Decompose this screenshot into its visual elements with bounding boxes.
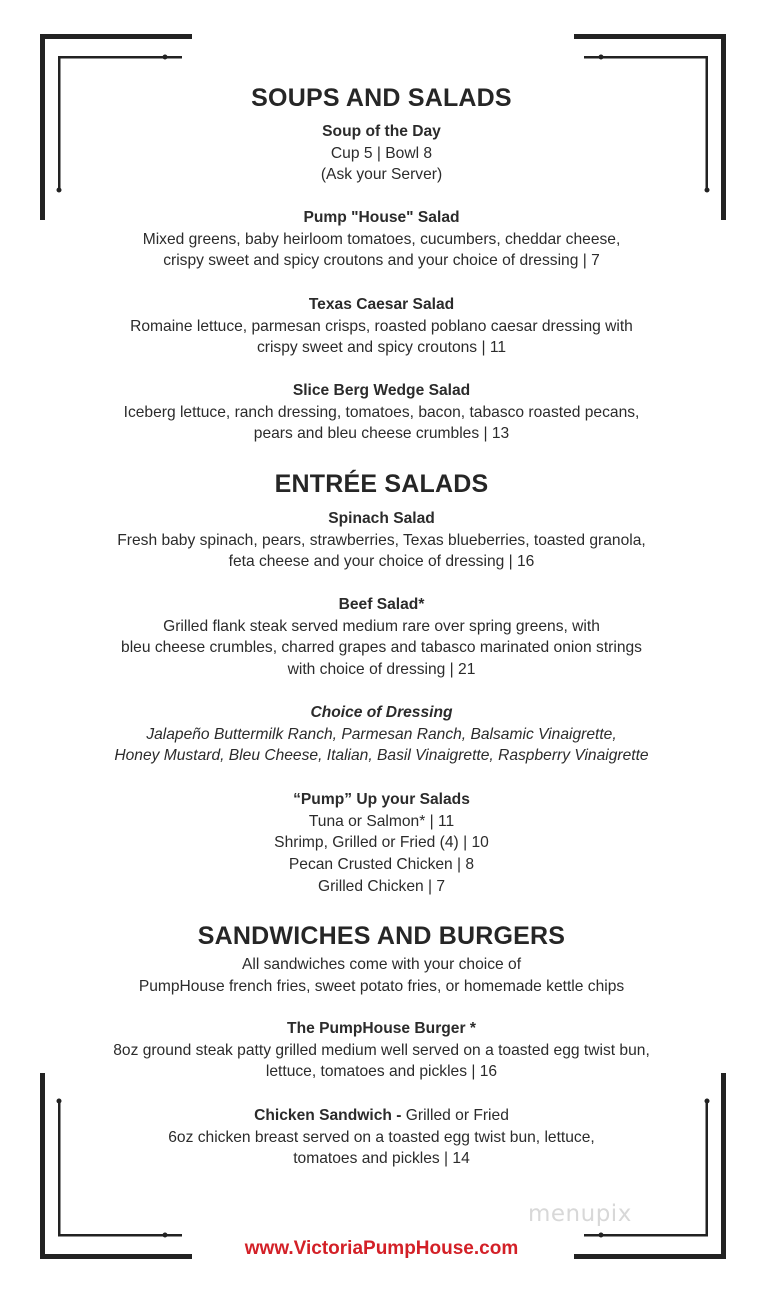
- item-title: Pump "House" Salad: [303, 209, 460, 226]
- website-link[interactable]: www.VictoriaPumpHouse.com: [244, 1238, 519, 1259]
- heading-sandwiches-and-burgers: SANDWICHES AND BURGERS: [197, 922, 566, 950]
- item-description: Mixed greens, baby heirloom tomatoes, cucumbers, cheddar cheese,: [142, 230, 621, 248]
- menu-item-spinach-salad: [0, 508, 763, 573]
- dressing-list: Jalapeño Buttermilk Ranch, Parmesan Ranch, Balsamic Vinaigrette,: [146, 725, 617, 743]
- menu-item-pumphouse-burger: [0, 1018, 763, 1083]
- heading-entree-salads: ENTRÉE SALADS: [274, 470, 489, 498]
- item-title: Texas Caesar Salad: [308, 296, 455, 313]
- item-title: Slice Berg Wedge Salad: [292, 382, 471, 399]
- menu-item-chicken-sandwich: [0, 1105, 763, 1170]
- item-title: “Pump” Up your Salads: [293, 791, 470, 808]
- pump-up-salads: [0, 789, 763, 898]
- intro-text: PumpHouse french fries, sweet potato fries, or homemade kettle chips: [138, 977, 625, 995]
- sandwiches-intro: [0, 954, 763, 997]
- menu-item-soup-of-the-day: [0, 121, 763, 186]
- add-on-item: Pecan Crusted Chicken | 8: [288, 856, 475, 874]
- item-title: Choice of Dressing: [310, 704, 453, 721]
- item-description: bleu cheese crumbles, charred grapes and tabasco marinated onion strings: [121, 639, 642, 657]
- item-description: Iceberg lettuce, ranch dressing, tomatoes, bacon, tabasco roasted pecans,: [123, 403, 640, 421]
- item-title-main: Chicken Sandwich -: [254, 1107, 406, 1124]
- choice-of-dressing: [0, 702, 763, 767]
- item-description: 6oz chicken breast served on a toasted egg twist bun, lettuce,: [168, 1128, 595, 1146]
- item-description: feta cheese and your choice of dressing | 16: [228, 553, 535, 571]
- dressing-list: Honey Mustard, Bleu Cheese, Italian, Basil Vinaigrette, Raspberry Vinaigrette: [114, 747, 649, 765]
- item-description: crispy sweet and spicy croutons and your choice of dressing | 7: [163, 252, 600, 270]
- menu-item-wedge-salad: [0, 380, 763, 445]
- item-description: Cup 5 | Bowl 8: [330, 144, 433, 162]
- item-title-suffix: Grilled or Fried: [405, 1107, 509, 1124]
- item-description: (Ask your Server): [320, 166, 443, 184]
- menu-item-texas-caesar-salad: [0, 294, 763, 359]
- add-on-item: Grilled Chicken | 7: [317, 877, 446, 895]
- menu-item-beef-salad: [0, 594, 763, 681]
- watermark: menupix: [528, 1201, 632, 1227]
- item-description: crispy sweet and spicy croutons | 11: [256, 339, 507, 357]
- item-description: Romaine lettuce, parmesan crisps, roasted poblano caesar dressing with: [130, 317, 633, 335]
- item-description: Grilled flank steak served medium rare over spring greens, with: [163, 617, 600, 635]
- item-description: Fresh baby spinach, pears, strawberries, Texas blueberries, toasted granola,: [117, 531, 646, 549]
- menu-item-house-salad: [0, 207, 763, 272]
- item-description: tomatoes and pickles | 14: [293, 1150, 470, 1168]
- add-on-item: Tuna or Salmon* | 11: [308, 812, 455, 830]
- intro-text: All sandwiches come with your choice of: [241, 956, 522, 973]
- item-title: The PumpHouse Burger *: [287, 1020, 476, 1037]
- item-description: 8oz ground steak patty grilled medium well served on a toasted egg twist bun,: [113, 1041, 650, 1059]
- add-on-item: Shrimp, Grilled or Fried (4) | 10: [274, 834, 489, 852]
- item-title: Beef Salad*: [338, 596, 425, 613]
- item-description: pears and bleu cheese crumbles | 13: [253, 425, 510, 443]
- item-description: lettuce, tomatoes and pickles | 16: [265, 1063, 498, 1081]
- heading-soups-and-salads: SOUPS AND SALADS: [251, 84, 512, 112]
- item-title: Soup of the Day: [322, 123, 441, 140]
- item-title: [0, 1105, 763, 1127]
- item-title: Spinach Salad: [328, 510, 435, 527]
- item-description: with choice of dressing | 21: [287, 661, 476, 679]
